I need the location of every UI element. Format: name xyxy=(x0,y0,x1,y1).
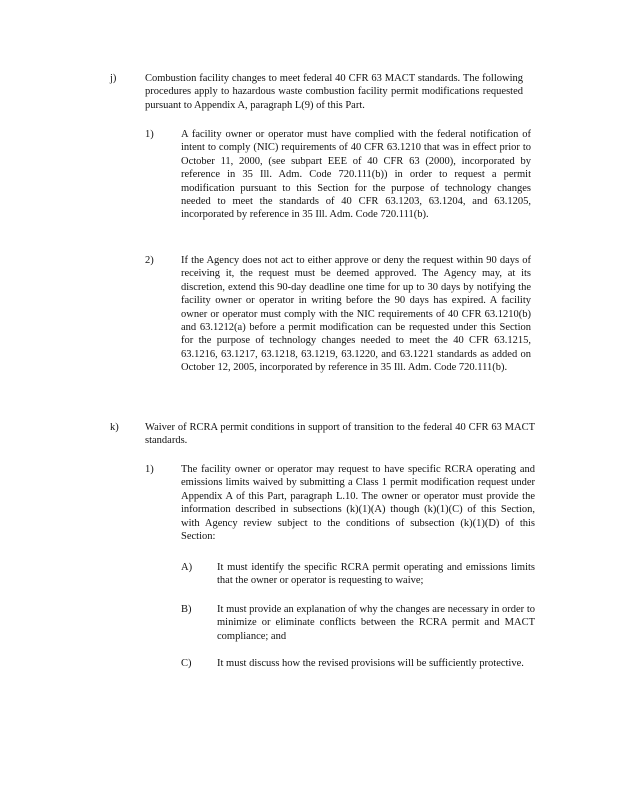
subsection-k-1-B-label: B) xyxy=(181,604,192,615)
subsection-j-2-label: 2) xyxy=(145,255,154,266)
subsection-k-1-A-label: A) xyxy=(181,562,193,573)
subsection-k-1-text: The facility owner or operator may request to have specific RCRA operating and emissions limits waived by submitting a Class 1 permit modification request under Appendix A of this Part, paragraph L.10. The owner or operator must provide the information described in subsections (k)(1)(A) though (k)(1)(C) of this Section, with Agency review subject to the conditions of subsection (k)(1)(D) of this Section: xyxy=(181,464,535,543)
subsection-k-text: Waiver of RCRA permit conditions in support of transition to the federal 40 CFR 63 MACT standards. xyxy=(145,422,535,447)
subsection-k-1-label: 1) xyxy=(145,464,154,475)
subsection-j-2-text: If the Agency does not act to either approve or deny the request within 90 days of receiving it, the request must be deemed approved. The Agency may, at its discretion, extend this 90-day deadline one time for up to 30 days by notifying the facility owner or operator in writing before the 90 days has expired. A facility owner or operator must comply with the NIC requirements of 40 CFR 63.1210(b) and 63.1212(a) before a permit modification can be requested under this Section for the purpose of technology changes needed to meet the 40 CFR 63.1215, 63.1216, 63.1217, 63.1218, 63.1219, 63.1220, and 63.1221 standards as added on October 12, 2005, incorporated by reference in 35 Ill. Adm. Code 720.111(b). xyxy=(181,255,531,374)
subsection-j-label: j) xyxy=(110,73,117,84)
subsection-k-1-B-text: It must provide an explanation of why the changes are necessary in order to minimize or eliminate conflicts between the RCRA permit and MACT compliance; and xyxy=(217,604,535,642)
subsection-j-1-label: 1) xyxy=(145,129,154,140)
subsection-k-1-C-text: It must discuss how the revised provisions will be sufficiently protective. xyxy=(217,658,524,669)
subsection-k-1-C-label: C) xyxy=(181,658,192,669)
subsection-k-1-A-text: It must identify the specific RCRA permit operating and emissions limits that the owner or operator is requesting to waive; xyxy=(217,562,535,587)
subsection-k-label: k) xyxy=(110,422,119,433)
subsection-j-1-text: A facility owner or operator must have complied with the federal notification of intent to comply (NIC) requirements of 40 CFR 63.1210 that was in effect prior to October 11, 2000, (see subpart EEE of 40 CFR 63 (2000), incorporated by reference in 35 Ill. Adm. Code 720.111(b)) in order to request a permit modification pursuant to this Section for the purpose of technology changes needed to meet the standards of 40 CFR 63.1203, 63.1204, and 63.1205, incorporated by reference in 35 Ill. Adm. Code 720.111(b). xyxy=(181,129,531,221)
subsection-j-text: Combustion facility changes to meet federal 40 CFR 63 MACT standards. The following procedures apply to hazardous waste combustion facility permit modifications requested pursuant to Appendix A, paragraph L(9) of this Part. xyxy=(145,73,523,111)
